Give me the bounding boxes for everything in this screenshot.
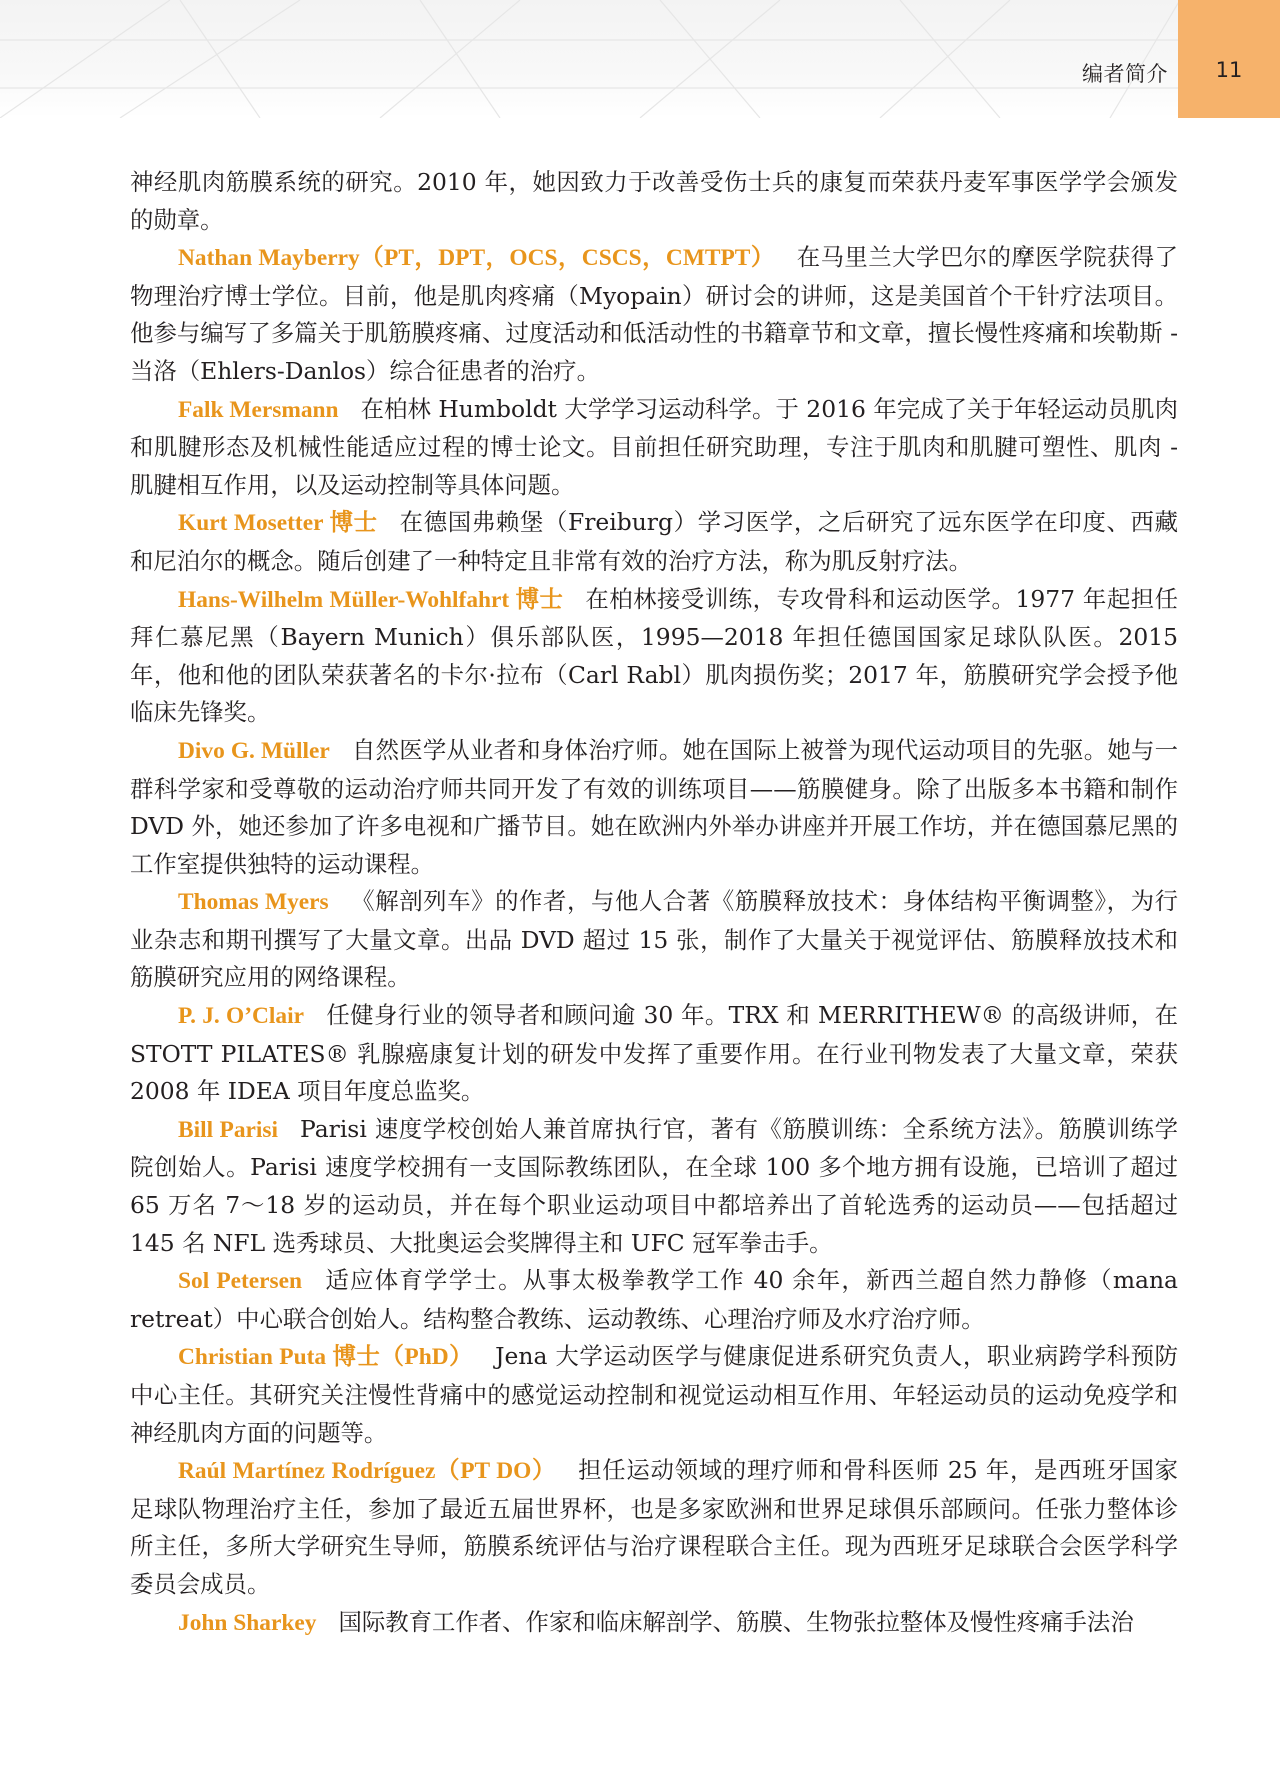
bio-text: Parisi 速度学校创始人兼首席执行官，著有《筋膜训练：全系统方法》。筋膜训练学院创始人。Parisi 速度学校拥有一支国际教练团队，在全球 100 多个地方拥有设施，已培训了超过 65 万名 7～18 岁的运动员，并在每个职业运动项目中都培养出了首轮选秀的运动员——包括超过 145 名 NFL 选秀球员、大批奥运会奖牌得主和 UFC 冠军拳击手。 — [130, 1114, 1178, 1257]
continued-paragraph — [130, 164, 1178, 239]
bio-paragraph — [130, 1262, 1178, 1338]
section-title: 编者简介 — [1082, 62, 1168, 86]
bio-paragraph — [130, 997, 1178, 1111]
author-name: Nathan Mayberry（PT，DPT，OCS，CSCS，CMTPT） — [178, 245, 775, 272]
bio-text: 任健身行业的领导者和顾问逾 30 年。TRX 和 MERRITHEW® 的高级讲师，在 STOTT PILATES® 乳腺癌康复计划的研发中发挥了重要作用。在行业刊物发表了大量文章，荣获 2008 年 IDEA 项目年度总监奖。 — [130, 1001, 1178, 1106]
author-name: Falk Mersmann — [178, 396, 339, 423]
page-number: 11 — [1215, 58, 1243, 82]
author-name: John Sharkey — [178, 1609, 317, 1636]
bio-text: 在德国弗赖堡（Freiburg）学习医学，之后研究了远东医学在印度、西藏和尼泊尔的概念。随后创建了一种特定且非常有效的治疗方法，称为肌反射疗法。 — [130, 508, 1178, 575]
author-name: Bill Parisi — [178, 1116, 279, 1143]
author-name: Hans-Wilhelm Müller-Wohlfahrt 博士 — [178, 586, 564, 613]
bio-text: 国际教育工作者、作家和临床解剖学、筋膜、生物张拉整体及慢性疼痛手法治 — [338, 1607, 1134, 1636]
author-name: Thomas Myers — [178, 889, 329, 916]
bio-paragraph — [130, 1111, 1178, 1262]
bio-paragraph — [130, 732, 1178, 883]
bio-text: Jena 大学运动医学与健康促进系研究负责人，职业病跨学科预防中心主任。其研究关注慢性背痛中的感觉运动控制和视觉运动相互作用、年轻运动员的运动免疫学和神经肌肉方面的问题等。 — [130, 1342, 1178, 1447]
bio-paragraph — [130, 581, 1178, 732]
bio-text: 担任运动领域的理疗师和骨科医师 25 年，是西班牙国家足球队物理治疗主任，参加了最近五届世界杯，也是多家欧洲和世界足球俱乐部顾问。任张力整体诊所主任，多所大学研究生导师，筋膜系统评估与治疗课程联合主任。现为西班牙足球联合会医学科学委员会成员。 — [130, 1456, 1178, 1598]
page-number-tab — [1178, 0, 1280, 118]
bio-text: 自然医学从业者和身体治疗师。她在国际上被誉为现代运动项目的先驱。她与一群科学家和受尊敬的运动治疗师共同开发了有效的训练项目——筋膜健身。除了出版多本书籍和制作 DVD 外，她还参加了许多电视和广播节目。她在欧洲内外举办讲座并开展工作坊，并在德国慕尼黑的工作室提供独特的运动课程。 — [130, 735, 1178, 878]
author-name: P. J. O’Clair — [178, 1003, 304, 1030]
bio-paragraph — [130, 1604, 1178, 1643]
bio-text: 适应体育学学士。从事太极拳教学工作 40 余年，新西兰超自然力静修（mana retreat）中心联合创始人。结构整合教练、运动教练、心理治疗师及水疗治疗师。 — [130, 1266, 1178, 1333]
bio-paragraph — [130, 1338, 1178, 1452]
header-band — [0, 0, 1280, 118]
bio-text: 在马里兰大学巴尔的摩医学院获得了物理治疗博士学位。目前，他是肌肉疼痛（Myopain）研讨会的讲师，这是美国首个干针疗法项目。他参与编写了多篇关于肌筋膜疼痛、过度活动和低活动性的书籍章节和文章，擅长慢性疼痛和埃勒斯 - 当洛（Ehlers-Danlos）综合征患者的治疗。 — [130, 243, 1178, 385]
author-name: Divo G. Müller — [178, 737, 330, 764]
bio-paragraph — [130, 391, 1178, 505]
contributors-list — [130, 164, 1178, 1642]
bio-text: 《解剖列车》的作者，与他人合著《筋膜释放技术：身体结构平衡调整》，为行业杂志和期刊撰写了大量文章。出品 DVD 超过 15 张，制作了大量关于视觉评估、筋膜释放技术和筋膜研究应用的网络课程。 — [130, 887, 1179, 992]
bio-text: 神经肌肉筋膜系统的研究。2010 年，她因致力于改善受伤士兵的康复而荣获丹麦军事医学学会颁发的勋章。 — [130, 168, 1178, 234]
author-name: Sol Petersen — [178, 1268, 303, 1295]
bio-paragraph — [130, 504, 1178, 580]
author-name: Raúl Martínez Rodríguez（PT DO） — [178, 1458, 557, 1485]
author-name: Christian Puta 博士（PhD） — [178, 1344, 474, 1371]
bio-paragraph — [130, 883, 1178, 997]
bio-text: 在柏林接受训练，专攻骨科和运动医学。1977 年起担任拜仁慕尼黑（Bayern Munich）俱乐部队医，1995—2018 年担任德国国家足球队队医。2015 年，他和他的团队荣获著名的卡尔·拉布（Carl Rabl）肌肉损伤奖；2017 年，筋膜研究学会授予他临床先锋奖。 — [130, 584, 1178, 727]
bio-text: 在柏林 Humboldt 大学学习运动科学。于 2016 年完成了关于年轻运动员肌肉和肌腱形态及机械性能适应过程的博士论文。目前担任研究助理，专注于肌肉和肌腱可塑性、肌肉 - 肌腱相互作用，以及运动控制等具体问题。 — [130, 394, 1178, 499]
bio-paragraph — [130, 1452, 1178, 1603]
author-name: Kurt Mosetter 博士 — [178, 510, 378, 537]
bio-paragraph — [130, 239, 1178, 390]
